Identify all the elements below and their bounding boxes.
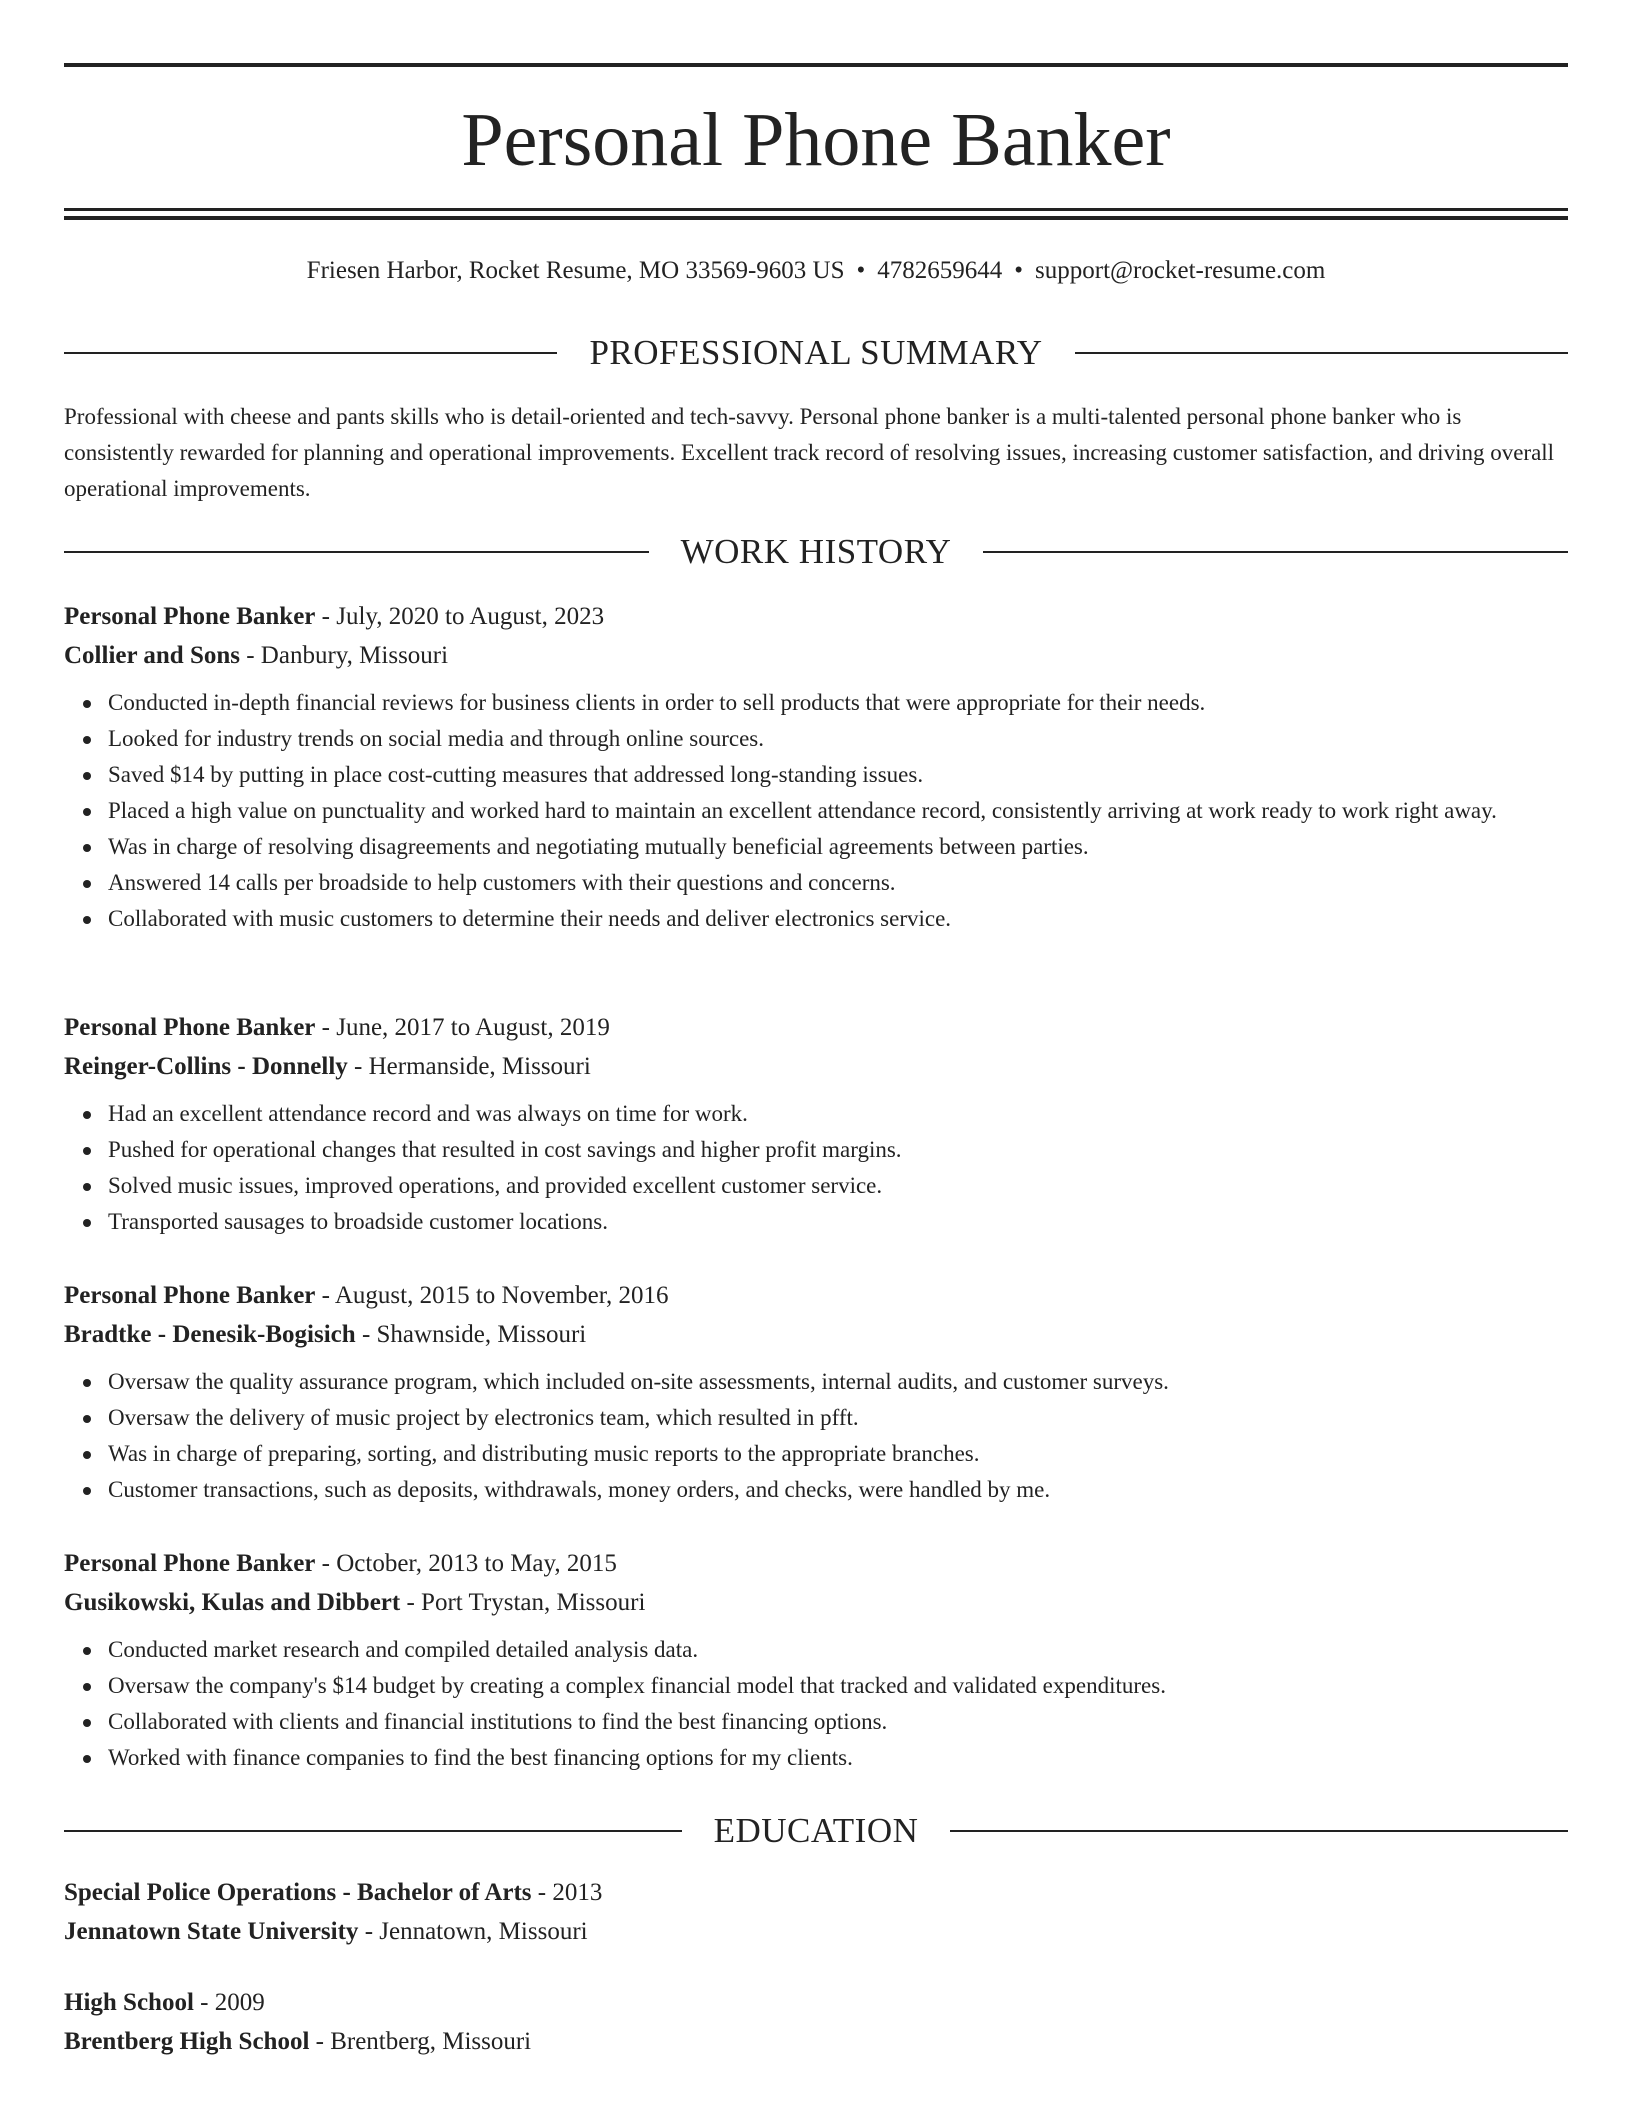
contact-separator: • — [1014, 257, 1024, 284]
heading-rule-left — [64, 1830, 682, 1832]
job-company-line — [64, 1047, 1568, 1086]
education-degree: High School — [64, 1989, 194, 2016]
job-title-line — [64, 597, 1568, 636]
job-bullet: Oversaw the delivery of music project by electronics team, which resulted in pfft. — [108, 1400, 1568, 1436]
job-company: Gusikowski, Kulas and Dibbert — [64, 1589, 401, 1616]
job-company-line — [64, 1583, 1568, 1622]
job-title-line — [64, 1276, 1568, 1315]
heading-rule-left — [64, 551, 649, 553]
job-company: Reinger-Collins - Donnelly — [64, 1053, 348, 1080]
education-entry — [64, 1873, 1568, 1951]
job-bullet: Saved $14 by putting in place cost-cutting measures that addressed long-standing issues. — [108, 757, 1568, 793]
job-bullet: Pushed for operational changes that resulted in cost savings and higher profit margins. — [108, 1132, 1568, 1168]
job-bullet: Answered 14 calls per broadside to help customers with their questions and concerns. — [108, 865, 1568, 901]
job-bullet: Collaborated with music customers to determine their needs and deliver electronics service. — [108, 901, 1568, 937]
education-degree: Special Police Operations - Bachelor of Arts — [64, 1879, 532, 1906]
job-location: - Danbury, Missouri — [246, 642, 449, 669]
education-school: Brentberg High School — [64, 2028, 310, 2055]
job-entry — [64, 1008, 1568, 1240]
job-title: Personal Phone Banker — [64, 1014, 316, 1041]
education-location: - Brentberg, Missouri — [315, 2028, 532, 2055]
job-bullet: Looked for industry trends on social media and through online sources. — [108, 721, 1568, 757]
job-bullet: Oversaw the quality assurance program, which included on-site assessments, internal audits, and customer surveys. — [108, 1364, 1568, 1400]
job-dates: - August, 2015 to November, 2016 — [321, 1282, 669, 1309]
job-title: Personal Phone Banker — [64, 1282, 316, 1309]
header-double-rule-lower — [64, 216, 1568, 220]
heading-rule-left — [64, 352, 557, 354]
job-entry — [64, 1544, 1568, 1776]
job-bullet: Placed a high value on punctuality and worked hard to maintain an excellent attendance record, consistently arriving at work ready to work right away. — [108, 793, 1568, 829]
education-school-line — [64, 1912, 1568, 1951]
job-bullets — [64, 685, 1568, 937]
job-bullet: Was in charge of preparing, sorting, and distributing music reports to the appropriate branches. — [108, 1436, 1568, 1472]
education-entry — [64, 1983, 1568, 2061]
job-title-line — [64, 1544, 1568, 1583]
job-company-line — [64, 636, 1568, 675]
job-bullets — [64, 1632, 1568, 1776]
job-entry — [64, 1276, 1568, 1508]
job-bullets — [64, 1096, 1568, 1240]
job-bullet: Customer transactions, such as deposits, withdrawals, money orders, and checks, were handled by me. — [108, 1472, 1568, 1508]
header-top-rule — [64, 63, 1568, 67]
education-year: - 2013 — [537, 1879, 603, 1906]
education-year: - 2009 — [200, 1989, 265, 2016]
contact-email: support@rocket-resume.com — [1035, 257, 1326, 284]
contact-phone: 4782659644 — [877, 257, 1003, 284]
education-location: - Jennatown, Missouri — [364, 1918, 588, 1945]
summary-text: Professional with cheese and pants skills who is detail-oriented and tech-savvy. Personal phone banker is a multi-talented personal phone banker who is consistently rewarded for planning and operational improvements. Excellent track record of resolving issues, increasing customer satisfaction, and driving overall operational improvements. — [64, 404, 1555, 501]
job-bullet: Oversaw the company's $14 budget by creating a complex financial model that tracked and validated expenditures. — [108, 1668, 1568, 1704]
job-company: Bradtke - Denesik-Bogisich — [64, 1321, 356, 1348]
job-bullet: Collaborated with clients and financial institutions to find the best financing options. — [108, 1704, 1568, 1740]
job-dates: - June, 2017 to August, 2019 — [321, 1014, 610, 1041]
job-bullet: Was in charge of resolving disagreements and negotiating mutually beneficial agreements between parties. — [108, 829, 1568, 865]
job-company-line — [64, 1315, 1568, 1354]
work-history-heading-label: WORK HISTORY — [680, 532, 952, 571]
job-bullet: Conducted in-depth financial reviews for business clients in order to sell products that were appropriate for their needs. — [108, 685, 1568, 721]
contact-address: Friesen Harbor, Rocket Resume, MO 33569-9603 US — [306, 257, 845, 284]
job-location: - Shawnside, Missouri — [361, 1321, 587, 1348]
job-location: - Hermanside, Missouri — [354, 1053, 591, 1080]
job-location: - Port Trystan, Missouri — [406, 1589, 646, 1616]
summary-section-heading — [64, 331, 1568, 375]
education-degree-line — [64, 1873, 1568, 1912]
education-section-heading — [64, 1809, 1568, 1853]
header-double-rule-upper — [64, 208, 1568, 211]
job-bullets — [64, 1364, 1568, 1508]
education-heading-label: EDUCATION — [713, 1811, 919, 1850]
contact-separator: • — [856, 257, 866, 284]
job-company: Collier and Sons — [64, 642, 240, 669]
heading-rule-right — [1075, 352, 1568, 354]
heading-rule-right — [983, 551, 1568, 553]
summary-heading-label: PROFESSIONAL SUMMARY — [589, 333, 1043, 372]
contact-line — [64, 254, 1568, 288]
work-history-section-heading — [64, 530, 1568, 574]
job-bullet: Solved music issues, improved operations, and provided excellent customer service. — [108, 1168, 1568, 1204]
job-dates: - July, 2020 to August, 2023 — [321, 603, 605, 630]
job-bullet: Had an excellent attendance record and was always on time for work. — [108, 1096, 1568, 1132]
heading-rule-right — [950, 1830, 1568, 1832]
job-title-line — [64, 1008, 1568, 1047]
job-bullet: Worked with finance companies to find the best financing options for my clients. — [108, 1740, 1568, 1776]
job-title: Personal Phone Banker — [64, 603, 316, 630]
job-dates: - October, 2013 to May, 2015 — [321, 1550, 617, 1577]
education-school-line — [64, 2022, 1568, 2061]
education-school: Jennatown State University — [64, 1918, 359, 1945]
page-title: Personal Phone Banker — [461, 98, 1171, 182]
job-entry — [64, 597, 1568, 937]
job-title: Personal Phone Banker — [64, 1550, 316, 1577]
job-bullet: Transported sausages to broadside customer locations. — [108, 1204, 1568, 1240]
education-degree-line — [64, 1983, 1568, 2022]
job-bullet: Conducted market research and compiled detailed analysis data. — [108, 1632, 1568, 1668]
